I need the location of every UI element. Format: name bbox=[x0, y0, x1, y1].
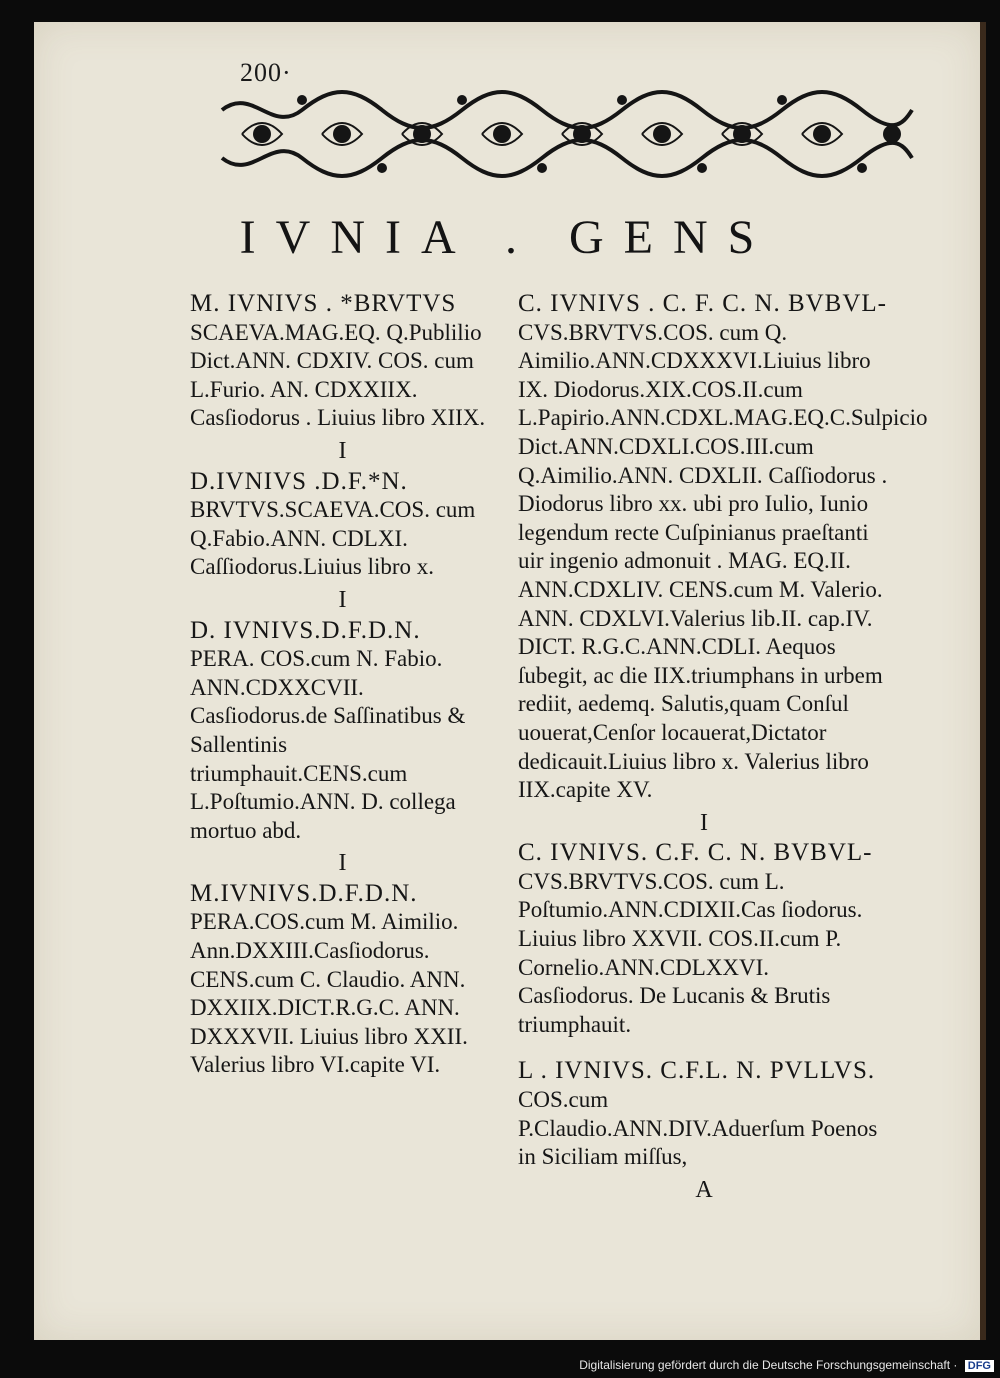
page-title: IVNIA . GENS bbox=[239, 211, 775, 264]
entry-text: COS.cum P.Claudio.ANN.DIV.Aduerſum Poenos in Siciliam miſſus, bbox=[518, 1087, 878, 1170]
entry-heading: D.IVNIVS .D.F.*N. bbox=[190, 467, 408, 495]
credit-text: Digitalisierung gefördert durch die Deutsche Forschungsgemeinschaft · bbox=[579, 1358, 958, 1372]
dfg-logo: DFG bbox=[965, 1360, 994, 1372]
entry-heading: M.IVNIVS.D.F.D.N. bbox=[190, 879, 418, 907]
entry-text: BRVTVS.SCAEVA.COS. cum Q.Fabio.ANN. CDLXI. Caſſiodorus.Liuius libro x. bbox=[190, 497, 476, 580]
entry-heading: C. IVNIVS . C. F. C. N. BVBVL- bbox=[518, 290, 888, 317]
entry-text: CVS.BRVTVS.COS. cum L. Poſtumio.ANN.CDIXII.Cas ſiodorus. Liuius libro XXVII. COS.II.cum P. Cornelio.ANN.CDLXXVI. Casſiodorus. De Lucanis & Brutis triumphauit. bbox=[518, 868, 863, 1037]
entry-separator: I bbox=[700, 809, 708, 836]
page-number: 200· bbox=[240, 58, 292, 87]
catchword: A bbox=[695, 1176, 713, 1203]
entry-text: SCAEVA.MAG.EQ. Q.Publilio Dict.ANN. CDXIV. COS. cum L.Furio. AN. CDXXIIX. Casſiodorus . Liuius libro XIIX. bbox=[190, 319, 486, 431]
right-column bbox=[518, 290, 928, 1206]
entry-text: PERA. COS.cum N. Fabio. ANN.CDXXCVII. Casſiodorus.de Saſſinatibus & Sallentinis triumphauit.CENS.cum L.Poſtumio.ANN. D. collega mortuo abd. bbox=[190, 646, 466, 843]
entry-heading: L . IVNIVS. C.F.L. N. PVLLVS. bbox=[518, 1057, 876, 1085]
entry-gap bbox=[518, 1039, 890, 1057]
entry-heading: D. IVNIVS.D.F.D.N. bbox=[190, 616, 421, 644]
entry bbox=[518, 839, 890, 1039]
entry-text: PERA.COS.cum M. Aimilio. Ann.DXXIII.Casſiodorus. CENS.cum C. Claudio. ANN. DXXIIX.DICT.R.G.C. ANN. DXXXVII. Liuius libro XXII. Valerius libro VI.capite VI. bbox=[190, 909, 468, 1078]
entry bbox=[190, 880, 495, 1080]
entry bbox=[518, 1057, 890, 1171]
entry-heading: M. IVNIVS . *BRVTVS bbox=[190, 290, 457, 317]
entry-text: CVS.BRVTVS.COS. cum Q. Aimilio.ANN.CDXXXVI.Liuius libro IX. Diodorus.XIX.COS.II.cum L.Papirio.ANN.CDXL.MAG.EQ.C.Sulpicio Dict.ANN.CDXLI.COS.III.cum Q.Aimilio.ANN. CDXLII. Caſſiodorus . Diodorus libro xx. ubi pro Iulio, Iunio legendum recte Cuſpinianus praeſtanti uir ingenio admonuit . MAG. EQ.II. ANN.CDXLIV. CENS.cum M. Valerio. ANN. CDXLVI.Valerius lib.II. cap.IV. DICT. R.G.C.ANN.CDLI. Aequos ſubegit, ac die IIX.triumphans in urbem rediit, aedemq. Salutis,quam Conſul uouerat,Cenſor locauerat,Dictator dedicauit.Liuius libro x. Valerius libro IIX.capite XV. bbox=[518, 319, 928, 803]
left-column bbox=[190, 290, 495, 1080]
entry-separator: I bbox=[338, 586, 347, 613]
entry bbox=[190, 290, 495, 433]
entry-heading: C. IVNIVS. C.F. C. N. BVBVL- bbox=[518, 839, 873, 867]
entry bbox=[190, 468, 495, 582]
digitization-credit bbox=[579, 1358, 994, 1372]
entry-separator: I bbox=[338, 850, 347, 877]
entry-separator: I bbox=[338, 437, 347, 464]
decorative-ornament-band bbox=[212, 86, 922, 182]
entry bbox=[190, 617, 495, 846]
entry bbox=[518, 290, 928, 805]
